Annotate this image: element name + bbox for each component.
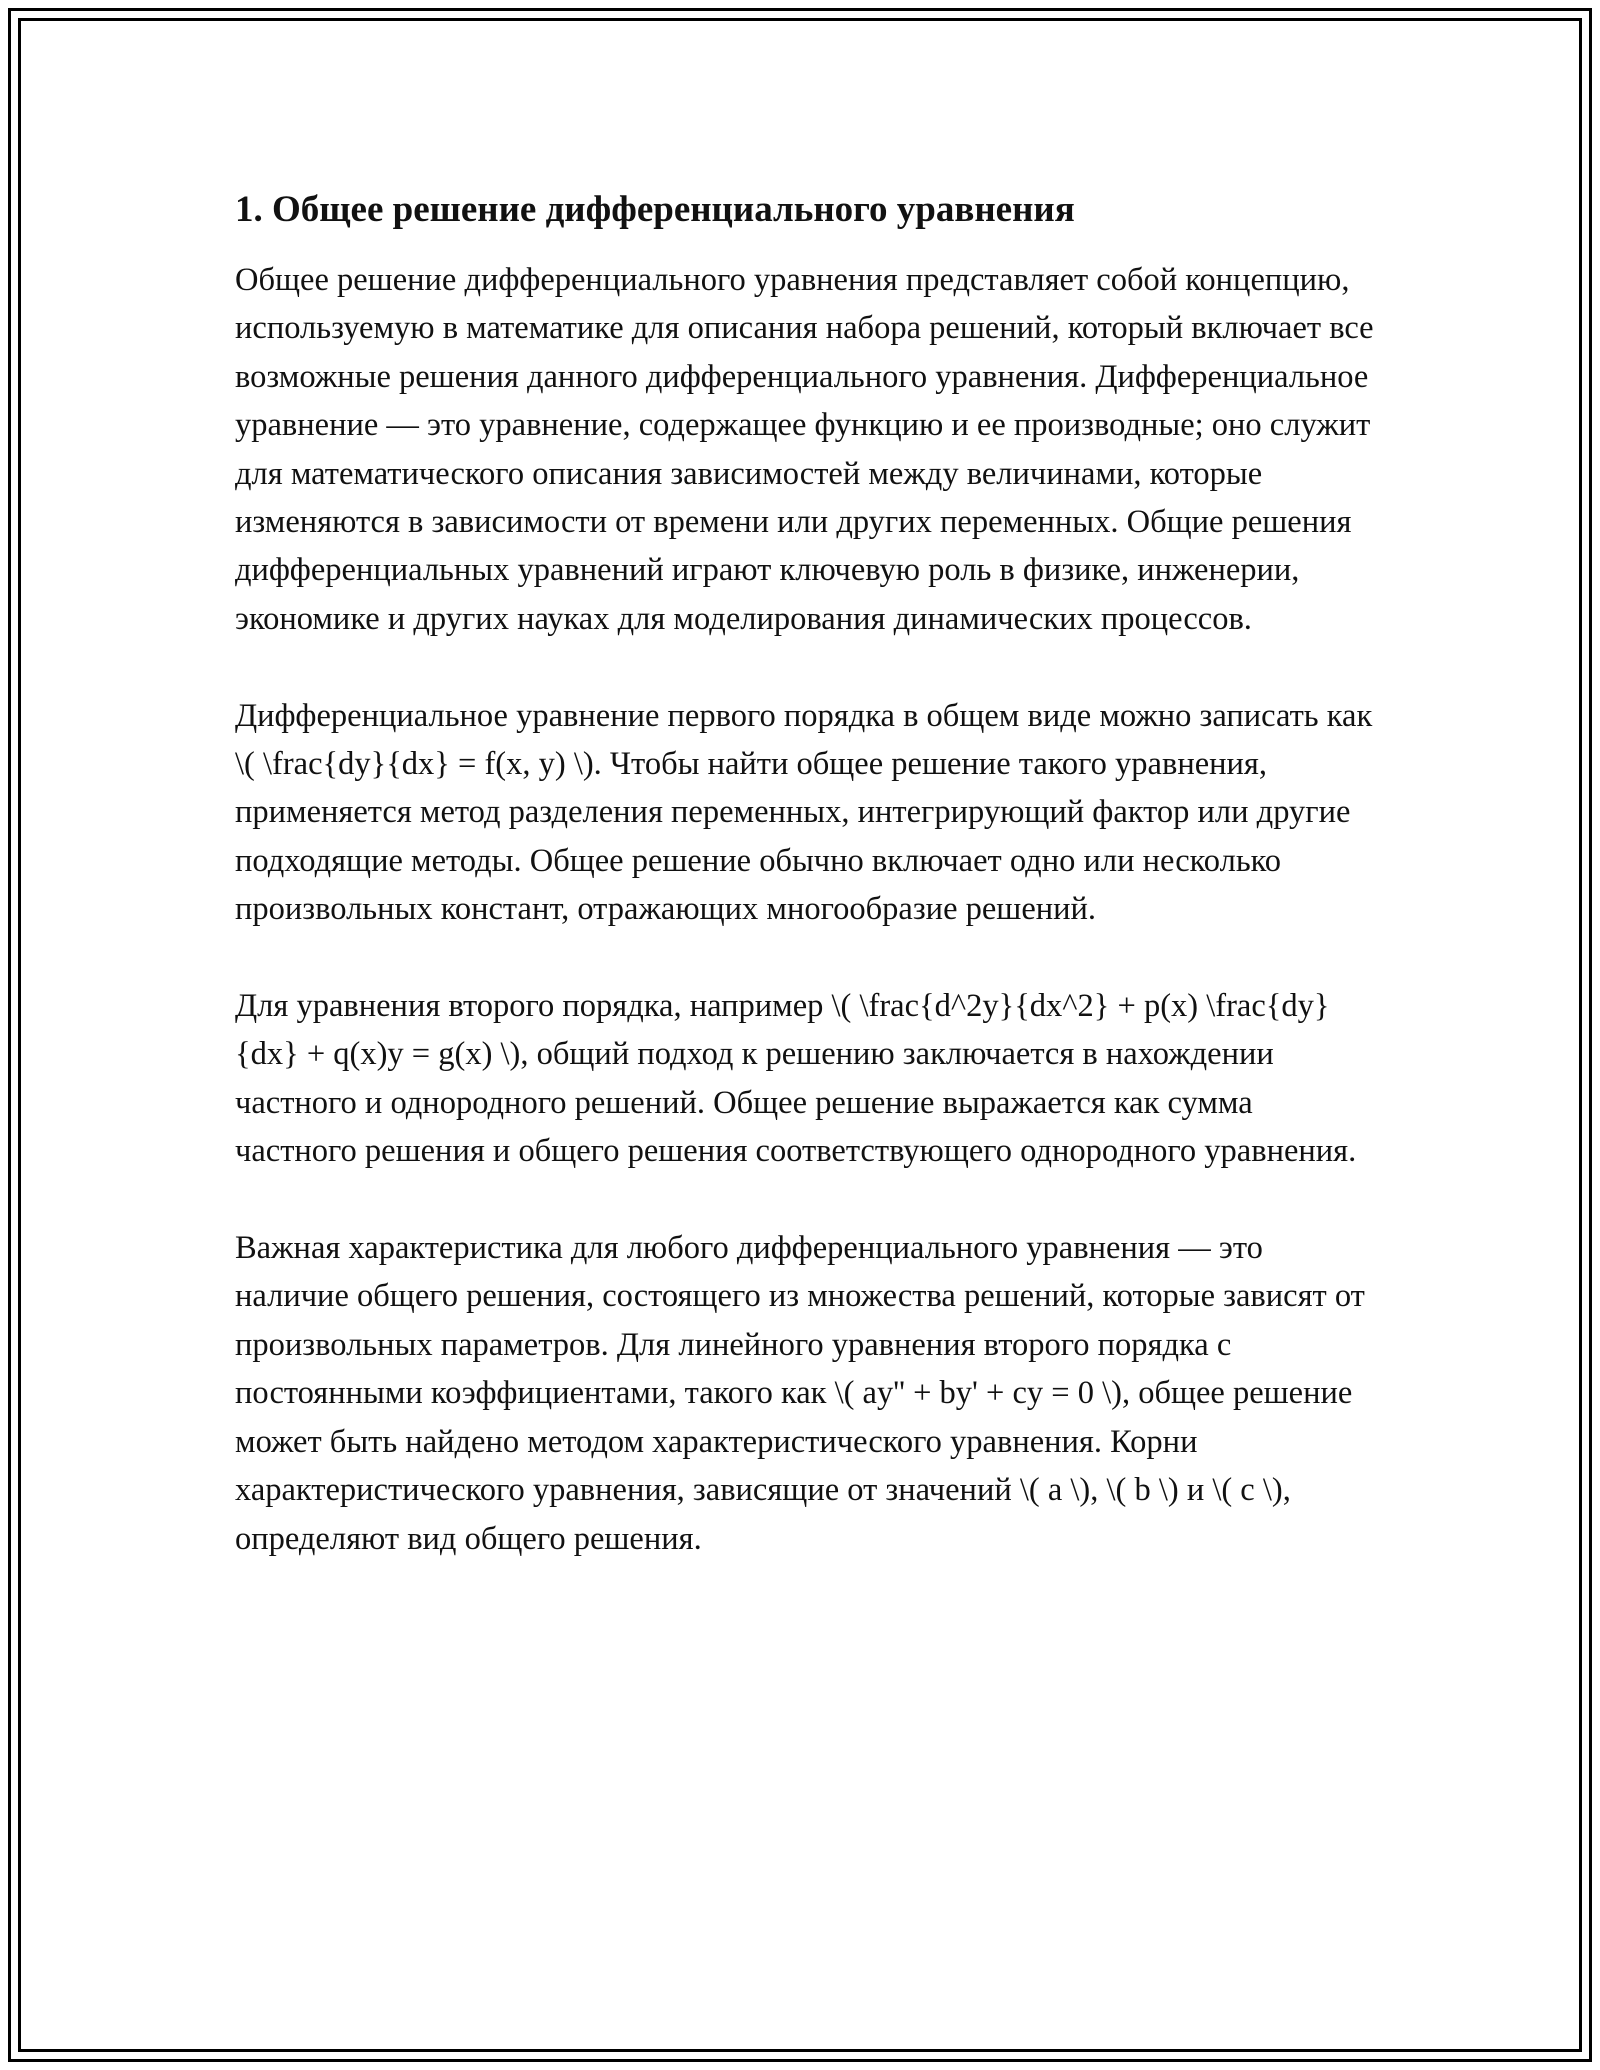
document-body xyxy=(235,186,1375,1611)
paragraph-2: Дифференциальное уравнение первого порядка в общем виде можно записать как \( \frac{dy}{dx} = f(x, y) \). Чтобы найти общее решение такого уравнения, применяется метод разделения переменных, интегрирующий фактор или другие подходящие методы. Общее решение обычно включает одно или несколько произвольных констант, отражающих многообразие решений. xyxy=(235,697,1373,928)
paragraph-4: Важная характеристика для любого дифференциального уравнения — это наличие общего решения, состоящего из множества решений, которые зависят от произвольных параметров. Для линейного уравнения второго порядка с постоянными коэффициентами, такого как \( ay'' + by' + cy = 0 \), общее решение может быть найдено методом характеристического уравнения. Корни характеристического уравнения, зависящие от значений \( a \), \( b \) и \( c \), определяют вид общего решения. xyxy=(235,1230,1365,1557)
section-heading: 1. Общее решение дифференциального уравнения xyxy=(235,189,1075,230)
paragraph-3: Для уравнения второго порядка, например \( \frac{d^2y}{dx^2} + p(x) \frac{dy}{dx} + q(x)y = g(x) \), общий подход к решению заключается в нахождении частного и однородного решений. Общее решение выражается как сумма частного решения и общего решения соответствующего однородного уравнения. xyxy=(235,988,1357,1170)
paragraph-1: Общее решение дифференциального уравнения представляет собой концепцию, используемую в математике для описания набора решений, который включает все возможные решения данного дифференциального уравнения. Дифференциальное уравнение — это уравнение, содержащее функцию и ее производные; оно служит для математического описания зависимостей между величинами, которые изменяются в зависимости от времени или других переменных. Общие решения дифференциальных уравнений играют ключевую роль в физике, инженерии, экономике и других науках для моделирования динамических процессов. xyxy=(235,262,1374,637)
